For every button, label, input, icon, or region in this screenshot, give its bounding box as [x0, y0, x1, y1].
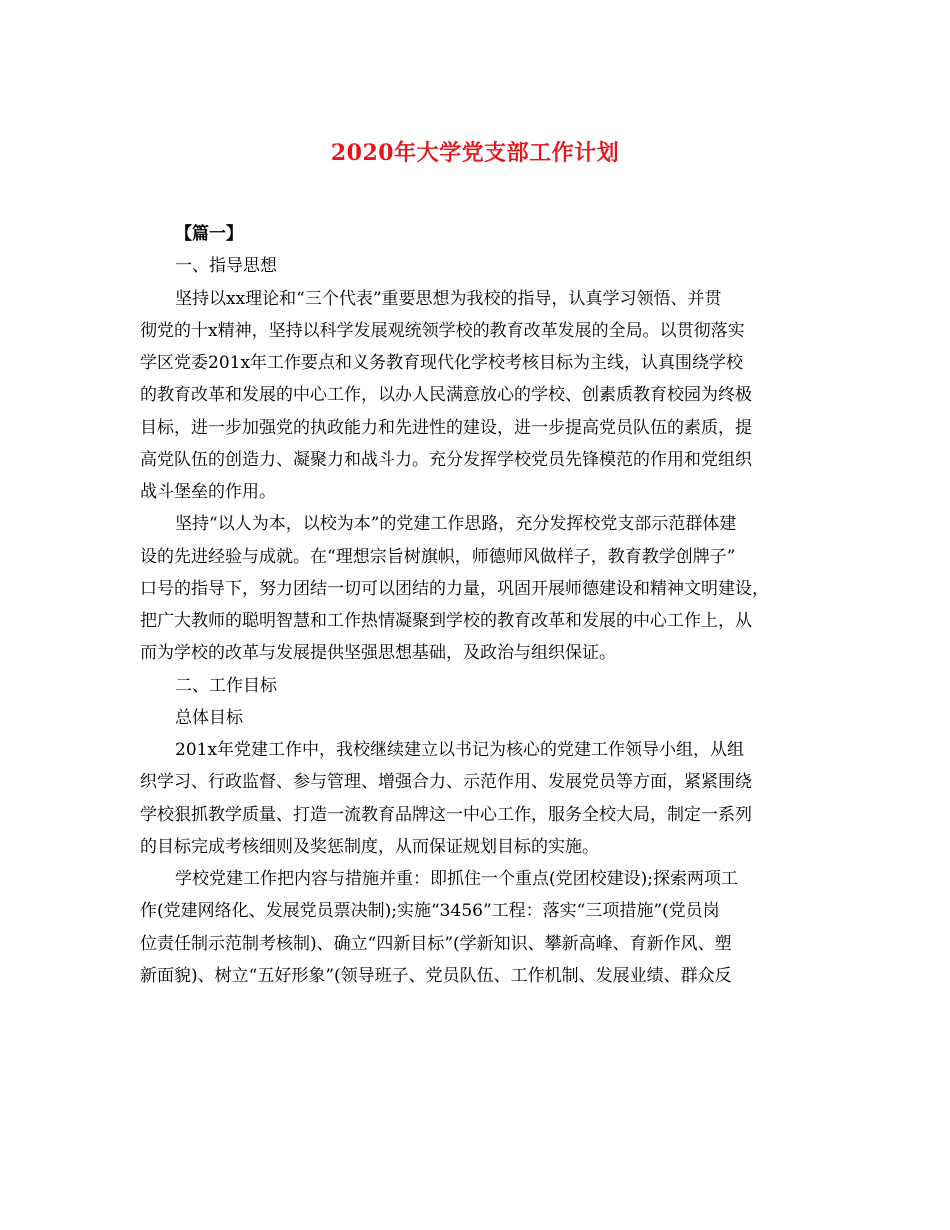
text-line: 【篇一】 [175, 224, 243, 244]
text-line: 总体目标 [175, 707, 243, 728]
text-line: 把广大教师的聪明智慧和工作热情凝聚到学校的教育改革和发展的中心工作上，从 [140, 611, 752, 631]
text-line: 而为学校的改革与发展提供坚强思想基础，及政治与组织保证。 [140, 643, 616, 664]
text-line: 设的先进经验与成就。在“理想宗旨树旗帜，师德师风做样子，教育教学创牌子” [140, 546, 736, 567]
text-line: 一、指导思想 [175, 256, 277, 277]
text-line: 目标，进一步加强党的执政能力和先进性的建设，进一步提高党员队伍的素质，提 [140, 417, 752, 438]
text-line: 新面貌)、树立“五好形象”(领导班子、党员队伍、工作机制、发展业绩、群众反 [140, 965, 732, 986]
text-line: 口号的指导下，努力团结一切可以团结的力量，巩固开展师德建设和精神文明建设， [140, 578, 769, 599]
text-line: 201x年党建工作中，我校继续建立以书记为核心的党建工作领导小组，从组 [175, 740, 745, 760]
text-line: 战斗堡垒的作用。 [140, 482, 276, 502]
text-line: 学校狠抓教学质量、打造一流教育品牌这一中心工作，服务全校大局，制定一系列 [140, 804, 752, 825]
text-line: 的教育改革和发展的中心工作，以办人民满意放心的学校、创素质教育校园为终极 [140, 385, 752, 406]
text-line: 作(党建网络化、发展党员票决制);实施“3456”工程：落实“三项措施”(党员岗 [140, 901, 720, 922]
text-line: 高党队伍的创造力、凝聚力和战斗力。充分发挥学校党员先锋模范的作用和党组织 [140, 449, 752, 470]
text-line: 的目标完成考核细则及奖惩制度，从而保证规划目标的实施。 [140, 836, 599, 857]
text-line: 坚持“以人为本，以校为本”的党建工作思路，充分发挥校党支部示范群体建 [175, 514, 737, 535]
document-title: 2020年大学党支部工作计划 [330, 140, 620, 166]
text-line: 学区党委201x年工作要点和义务教育现代化学校考核目标为主线，认真围绕学校 [140, 353, 744, 373]
text-line: 二、工作目标 [175, 675, 277, 696]
text-line: 彻党的十x精神，坚持以科学发展观统领学校的教育改革发展的全局。以贯彻落实 [140, 320, 745, 341]
text-line: 学校党建工作把内容与措施并重：即抓住一个重点(党团校建设);探索两项工 [175, 869, 738, 889]
text-line: 位责任制示范制考核制)、确立“四新目标”(学新知识、攀新高峰、育新作风、塑 [140, 933, 732, 954]
document-body [140, 218, 820, 992]
text-line: 坚持以xx理论和“三个代表”重要思想为我校的指导，认真学习领悟、并贯 [175, 288, 722, 309]
text-line: 织学习、行政监督、参与管理、增强合力、示范作用、发展党员等方面，紧紧围绕 [140, 772, 752, 793]
